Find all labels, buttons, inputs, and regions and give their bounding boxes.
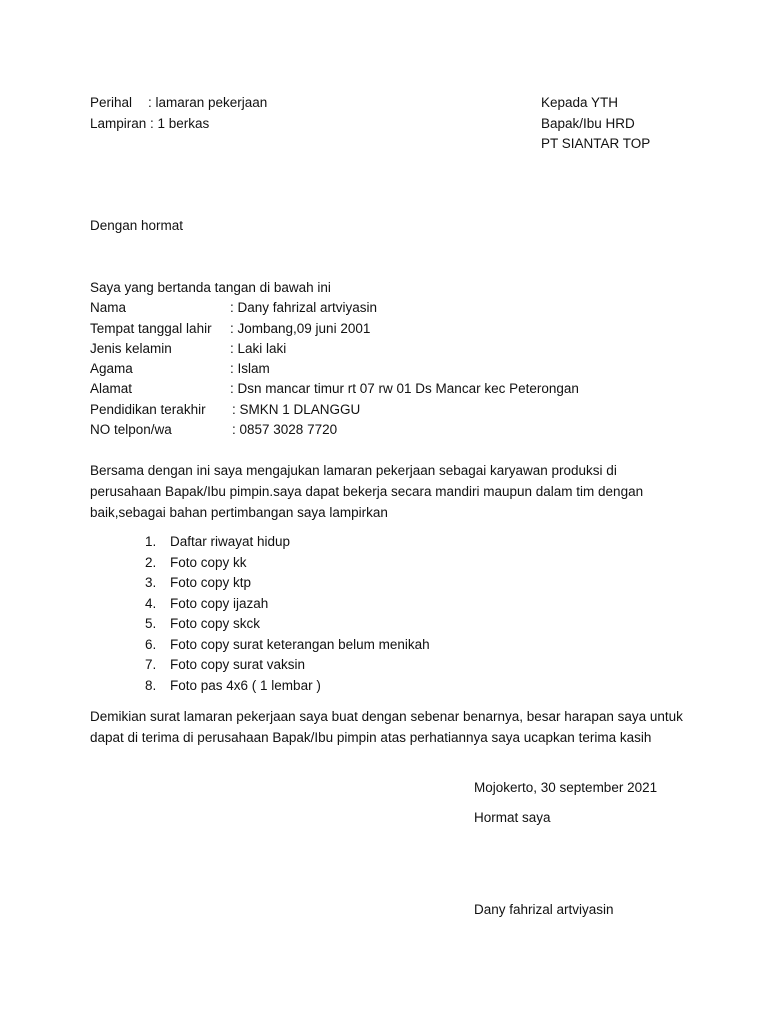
place-date: Mojokerto, 30 september 2021 (474, 780, 658, 795)
identity-block (90, 278, 579, 440)
identity-label: Jenis kelamin (90, 340, 172, 356)
attachment-item (145, 573, 430, 594)
identity-label: NO telpon/wa (90, 422, 172, 438)
attachment-number: 7. (145, 657, 157, 672)
identity-label: Alamat (90, 381, 133, 397)
recipient-line-2: Bapak/Ibu HRD (541, 115, 635, 131)
perihal-value: : lamaran pekerjaan (148, 95, 268, 110)
identity-value: : 0857 3028 7720 (232, 422, 338, 438)
identity-value: : Dany fahrizal artviyasin (230, 300, 378, 316)
identity-value: : SMKN 1 DLANGGU (232, 401, 361, 417)
identity-row (90, 400, 579, 420)
identity-label: Agama (90, 361, 133, 377)
attachment-item (145, 553, 430, 574)
identity-value: : Jombang,09 juni 2001 (230, 320, 371, 336)
identity-value: : Laki laki (230, 340, 287, 356)
attachment-number: 8. (145, 677, 157, 693)
identity-label: Pendidikan terakhir (90, 401, 206, 417)
attachment-number: 2. (145, 554, 157, 570)
attachment-list (145, 532, 430, 696)
attachment-item (145, 635, 430, 656)
attachment-text: Foto copy kk (170, 554, 247, 570)
intro-line (90, 278, 579, 298)
attachment-item (145, 532, 430, 553)
greeting: Dengan hormat (90, 218, 184, 233)
identity-row (90, 379, 579, 399)
attachment-item (145, 614, 430, 635)
attachment-number: 1. (145, 534, 157, 549)
attachment-number: 6. (145, 636, 157, 652)
lampiran-line: Lampiran : 1 berkas (90, 115, 210, 131)
attachment-item (145, 594, 430, 615)
attachment-text: Foto copy skck (170, 616, 261, 631)
perihal-label: Perihal (90, 95, 133, 110)
closing-salutation: Hormat saya (474, 810, 551, 825)
identity-row (90, 359, 579, 379)
attachment-item (145, 655, 430, 676)
identity-row (90, 420, 579, 440)
identity-label: Tempat tanggal lahir (90, 320, 212, 336)
attachment-text: Foto pas 4x6 ( 1 lembar ) (170, 677, 321, 693)
intro-text: Saya yang bertanda tangan di bawah ini (90, 280, 331, 295)
attachment-text: Foto copy ijazah (170, 595, 269, 611)
identity-row (90, 339, 579, 359)
body-paragraph-1: Bersama dengan ini saya mengajukan lamaran pekerjaan sebagai karyawan produksi di perusahaan Bapak/Ibu pimpin.saya dapat bekerja secara mandiri maupun dalam tim dengan baik,sebagai bahan pertimbangan saya lampirkan (90, 463, 644, 520)
attachment-text: Daftar riwayat hidup (170, 534, 291, 549)
recipient-line-3: PT SIANTAR TOP (541, 136, 651, 151)
attachment-item (145, 676, 430, 697)
identity-value: : Islam (230, 361, 270, 377)
recipient-block (541, 93, 650, 155)
body-paragraph-2: Demikian surat lamaran pekerjaan saya buat dengan sebenar benarnya, besar harapan saya untuk dapat di terima di perusahaan Bapak/Ibu pimpin atas perhatiannya saya ucapkan terima kasih (90, 709, 683, 745)
attachment-text: Foto copy ktp (170, 575, 252, 590)
identity-row (90, 298, 579, 318)
identity-label: Nama (90, 300, 127, 316)
letter-header-left (90, 93, 267, 134)
attachment-text: Foto copy surat keterangan belum menikah (170, 636, 430, 652)
attachment-text: Foto copy surat vaksin (170, 657, 306, 672)
perihal-line (90, 93, 267, 114)
signer-name: Dany fahrizal artviyasin (474, 902, 614, 917)
attachment-number: 5. (145, 616, 157, 631)
attachment-number: 3. (145, 575, 157, 590)
identity-row (90, 319, 579, 339)
identity-value: : Dsn mancar timur rt 07 rw 01 Ds Mancar kec Peterongan (230, 381, 579, 397)
attachment-number: 4. (145, 595, 157, 611)
recipient-line-1: Kepada YTH (541, 95, 619, 110)
